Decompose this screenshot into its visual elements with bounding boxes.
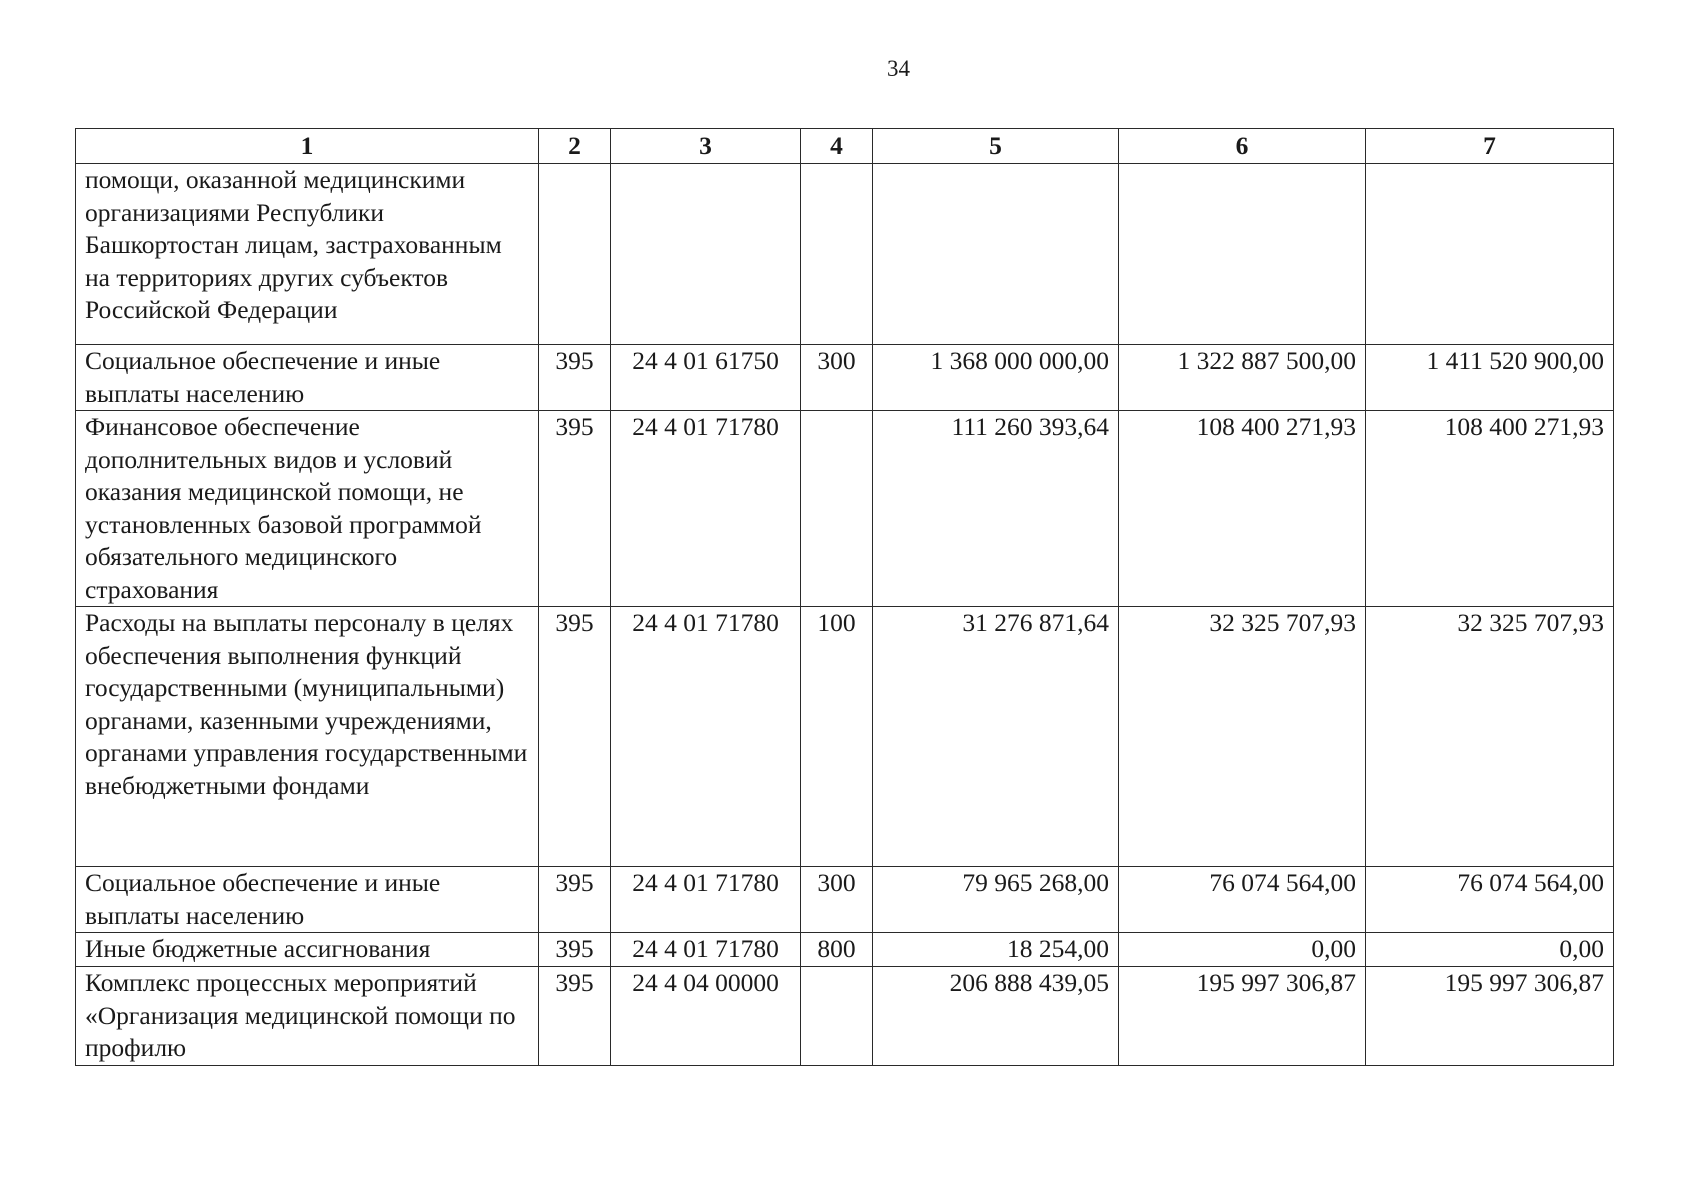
row-amount-col7: 1 411 520 900,00 [1366,345,1614,411]
row-name: Финансовое обеспечение дополнительных видов и условий оказания медицинской помощи, не установленных базовой программой обязательного медицинского страхования [76,411,539,607]
row-name: Расходы на выплаты персоналу в целях обеспечения выполнения функций государственными (муниципальными) органами, казенными учреждениями, органами управления государственными внебюджетными фондами [76,607,539,867]
row-name: Иные бюджетные ассигнования [76,933,539,967]
row-name: Социальное обеспечение и иные выплаты населению [76,867,539,933]
row-target-article: 24 4 01 71780 [611,411,801,607]
budget-table [75,128,1614,1066]
row-name: помощи, оказанной медицинскими организациями Республики Башкортостан лицам, застрахованным на территориях других субъектов Российской Федерации [76,164,539,345]
row-amount-col7: 195 997 306,87 [1366,967,1614,1066]
row-amount-col5: 1 368 000 000,00 [873,345,1119,411]
header-col-4: 4 [801,129,873,164]
row-ministry-code: 395 [539,411,611,607]
row-amount-col7: 0,00 [1366,933,1614,967]
row-amount-col5 [873,164,1119,345]
header-col-6: 6 [1119,129,1366,164]
row-amount-col7 [1366,164,1614,345]
row-amount-col5: 111 260 393,64 [873,411,1119,607]
page-number: 34 [887,56,910,81]
header-col-7: 7 [1366,129,1614,164]
row-ministry-code: 395 [539,867,611,933]
row-target-article [611,164,801,345]
row-amount-col6: 0,00 [1119,933,1366,967]
table-row [76,867,1614,933]
row-ministry-code [539,164,611,345]
row-expense-type: 300 [801,867,873,933]
row-expense-type: 100 [801,607,873,867]
row-amount-col5: 206 888 439,05 [873,967,1119,1066]
row-target-article: 24 4 01 61750 [611,345,801,411]
row-target-article: 24 4 01 71780 [611,933,801,967]
row-expense-type [801,164,873,345]
table-row [76,607,1614,867]
row-amount-col6: 1 322 887 500,00 [1119,345,1366,411]
row-amount-col7: 32 325 707,93 [1366,607,1614,867]
row-target-article: 24 4 04 00000 [611,967,801,1066]
row-expense-type: 300 [801,345,873,411]
row-amount-col7: 76 074 564,00 [1366,867,1614,933]
table-row [76,967,1614,1066]
table-row [76,164,1614,345]
row-expense-type: 800 [801,933,873,967]
row-amount-col6: 108 400 271,93 [1119,411,1366,607]
table-row [76,411,1614,607]
row-amount-col6: 32 325 707,93 [1119,607,1366,867]
row-amount-col5: 79 965 268,00 [873,867,1119,933]
row-amount-col5: 31 276 871,64 [873,607,1119,867]
row-name: Социальное обеспечение и иные выплаты населению [76,345,539,411]
row-ministry-code: 395 [539,933,611,967]
row-amount-col6 [1119,164,1366,345]
table-row [76,345,1614,411]
row-amount-col5: 18 254,00 [873,933,1119,967]
header-row [76,129,1614,164]
header-col-3: 3 [611,129,801,164]
row-name: Комплекс процессных мероприятий «Организация медицинской помощи по профилю [76,967,539,1066]
header-col-5: 5 [873,129,1119,164]
row-ministry-code: 395 [539,967,611,1066]
row-amount-col6: 195 997 306,87 [1119,967,1366,1066]
table-row [76,933,1614,967]
row-target-article: 24 4 01 71780 [611,867,801,933]
header-col-2: 2 [539,129,611,164]
row-target-article: 24 4 01 71780 [611,607,801,867]
row-expense-type [801,411,873,607]
row-ministry-code: 395 [539,345,611,411]
row-amount-col7: 108 400 271,93 [1366,411,1614,607]
header-col-1: 1 [76,129,539,164]
row-amount-col6: 76 074 564,00 [1119,867,1366,933]
row-expense-type [801,967,873,1066]
row-ministry-code: 395 [539,607,611,867]
